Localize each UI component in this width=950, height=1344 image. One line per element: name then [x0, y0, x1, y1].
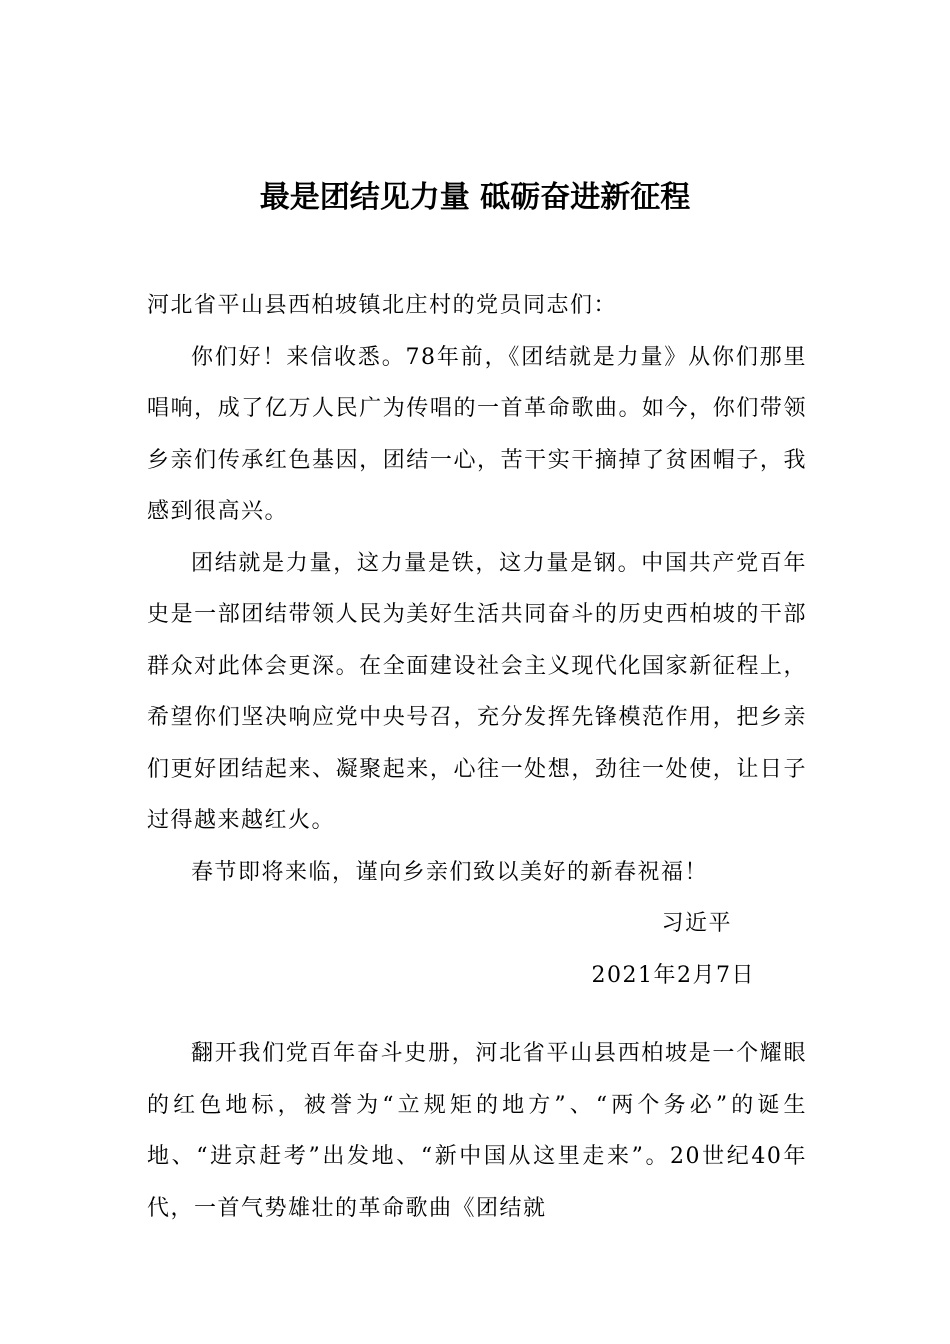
document-title: 最是团结见力量 砥砺奋进新征程 — [259, 180, 691, 215]
letter-paragraph-1: 你们好！来信收悉。78年前，《团结就是力量》从你们那里唱响，成了亿万人民广为传唱的一首革命歌曲。如今，你们带领乡亲们传承红色基因，团结一心，苦干实干摘掉了贫困帽子，我感到很高兴。 — [147, 344, 807, 524]
letter-paragraph-2: 团结就是力量，这力量是铁，这力量是钢。中国共产党百年史是一部团结带领人民为美好生活共同奋斗的历史西柏坡的干部群众对此体会更深。在全面建设社会主义现代化国家新征程上，希望你们坚决响应党中央号召，充分发挥先锋模范作用，把乡亲们更好团结起来、凝聚起来，心往一处想，劲往一处使，让日子过得越来越红火。 — [147, 550, 807, 833]
essay-body — [147, 1028, 807, 1234]
letter-date: 2021年2月7日 — [591, 962, 755, 988]
letter-paragraph-3: 春节即将来临，谨向乡亲们致以美好的新春祝福！ — [191, 859, 709, 885]
letter-body — [147, 280, 807, 1001]
essay-paragraph-1: 翻开我们党百年奋斗史册，河北省平山县西柏坡是一个耀眼的红色地标，被誉为“立规矩的地方”、“两个务必”的诞生地、“进京赶考”出发地、“新中国从这里走来”。20世纪40年代，一首气势雄壮的革命歌曲《团结就 — [147, 1041, 807, 1221]
letter-salutation: 河北省平山县西柏坡镇北庄村的党员同志们： — [147, 293, 618, 318]
letter-signature: 习近平 — [661, 911, 732, 936]
